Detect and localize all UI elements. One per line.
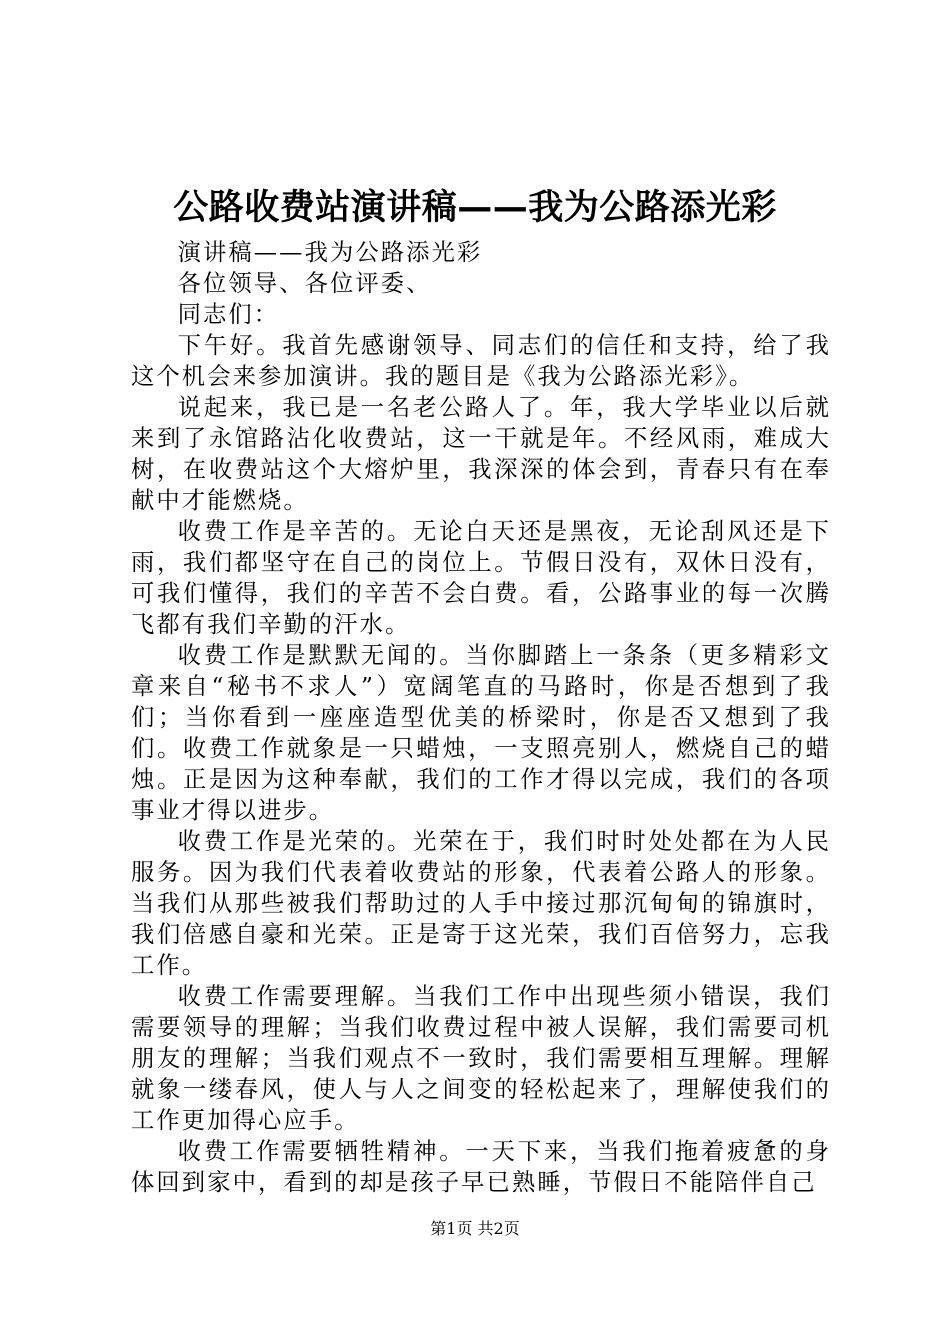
paragraph-honor: 收费工作是光荣的。光荣在于，我们时时处处都在为人民服务。因为我们代表着收费站的形象，代表着公路人的形象。当我们从那些被我们帮助过的人手中接过那沉甸甸的锦旗时，我们倍感自豪和光荣。正是寄于这光荣，我们百倍努力，忘我工作。	[131, 828, 831, 979]
paragraph-understanding: 收费工作需要理解。当我们工作中出现些须小错误，我们需要领导的理解；当我们收费过程中被人误解，我们需要司机朋友的理解；当我们观点不一致时，我们需要相互理解。理解就象一缕春风，使人与人之间变的轻松起来了，理解使我们的工作更加得心应手。	[131, 983, 831, 1134]
paragraph-greeting: 下午好。我首先感谢领导、同志们的信任和支持，给了我这个机会来参加演讲。我的题目是《我为公路添光彩》。	[131, 332, 831, 390]
paragraph-salutation-2: 同志们：	[177, 301, 280, 328]
document-body	[131, 237, 831, 1198]
paragraph-salutation-1: 各位领导、各位评委、	[177, 270, 432, 297]
paragraph-introduction: 说起来，我已是一名老公路人了。年，我大学毕业以后就来到了永馆路沾化收费站，这一干就是年。不经风雨，难成大树，在收费站这个大熔炉里，我深深的体会到，青春只有在奉献中才能燃烧。	[131, 394, 831, 514]
paragraph-unsung: 收费工作是默默无闻的。当你脚踏上一条条（更多精彩文章来自“秘书不求人”）宽阔笔直的马路时，你是否想到了我们；当你看到一座座造型优美的桥梁时，你是否又想到了我们。收费工作就象是一只蜡烛，一支照亮别人，燃烧自己的蜡烛。正是因为这种奉献，我们的工作才得以完成，我们的各项事业才得以进步。	[131, 642, 831, 824]
paragraph-hardship: 收费工作是辛苦的。无论白天还是黑夜，无论刮风还是下雨，我们都坚守在自己的岗位上。节假日没有，双休日没有，可我们懂得，我们的辛苦不会白费。看，公路事业的每一次腾飞都有我们辛勤的汗水。	[131, 518, 831, 638]
document-title: 公路收费站演讲稿——我为公路添光彩	[173, 188, 777, 228]
paragraph-subtitle: 演讲稿——我为公路添光彩	[177, 239, 483, 266]
page-footer: 第1页 共2页	[430, 1219, 520, 1238]
paragraph-sacrifice: 收费工作需要牺牲精神。一天下来，当我们拖着疲惫的身体回到家中，看到的却是孩子早已熟睡，节假日不能陪伴自己	[131, 1138, 831, 1196]
